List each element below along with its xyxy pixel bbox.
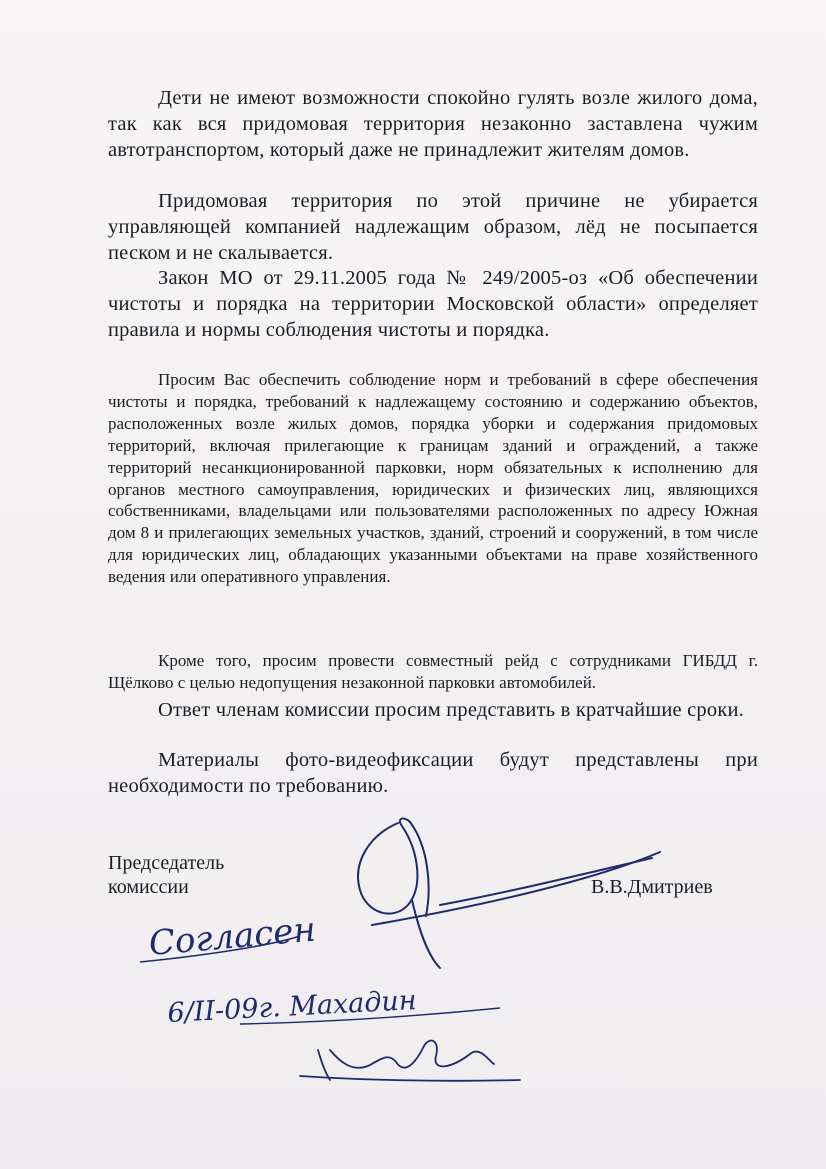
paragraph-6 [108, 698, 758, 724]
signatory-name: В.В.Дмитриев [591, 876, 713, 898]
paragraph-7-text: Материалы фото-видеофиксации будут представлены при необходимости по требованию. [108, 749, 758, 797]
handwritten-agree-underline [140, 936, 300, 962]
handwritten-date-underline [240, 1008, 500, 1024]
paragraph-2 [108, 189, 758, 266]
handwritten-date: 6/II-09г. Махадин [166, 984, 418, 1029]
signatory-title [108, 851, 224, 899]
paragraph-3 [108, 266, 758, 343]
paragraph-7 [108, 748, 758, 800]
paragraph-3-text: Закон МО от 29.11.2005 года № 249/2005-оз «Об обеспечении чистоты и порядка на территории Московской области» определяет правила и нормы соблюдения чистоты и порядка. [108, 267, 758, 341]
paragraph-6-text: Ответ членам комиссии просим представить в кратчайшие сроки. [158, 699, 744, 721]
paragraph-5 [108, 650, 758, 694]
signatory-title-line-1: Председатель [108, 852, 225, 874]
paragraph-1 [108, 86, 758, 163]
approver-signature [300, 1041, 520, 1081]
paragraph-4-text: Просим Вас обеспечить соблюдение норм и требований в сфере обеспечения чистоты и порядка, требований к надлежащему состоянию и содержанию объектов, расположенных возле жилых домов, порядка уборки и содержания придомовых территорий, включая прилегающие к границам зданий и ограждений, а также территорий несанкционированной парковки, норм обязательных к исполнению для органов местного самоуправления, юридических и физических лиц, являющихся собственниками, владельцами или пользователями расположенных по адресу Южная дом 8 и прилегающих земельных участков, зданий, строений и сооружений, в том числе для юридических лиц, обладающих указанными объектами на праве хозяйственного ведения или оперативного управления. [108, 370, 758, 587]
paragraph-5-text: Кроме того, просим провести совместный рейд с сотрудниками ГИБДД г. Щёлково с целью недопущения незаконной парковки автомобилей. [108, 651, 758, 692]
paragraph-1-text: Дети не имеют возможности спокойно гулять возле жилого дома, так как вся придомовая территория незаконно заставлена чужим автотранспортом, который даже не принадлежит жителям домов. [108, 87, 758, 161]
signatory-title-line-2: комиссии [108, 876, 189, 898]
paragraph-4 [108, 369, 758, 588]
paragraph-2-text: Придомовая территория по этой причине не убирается управляющей компанией надлежащим образом, лёд не посыпается песком и не скалывается. [108, 190, 758, 264]
handwritten-agree: Согласен [147, 909, 318, 964]
